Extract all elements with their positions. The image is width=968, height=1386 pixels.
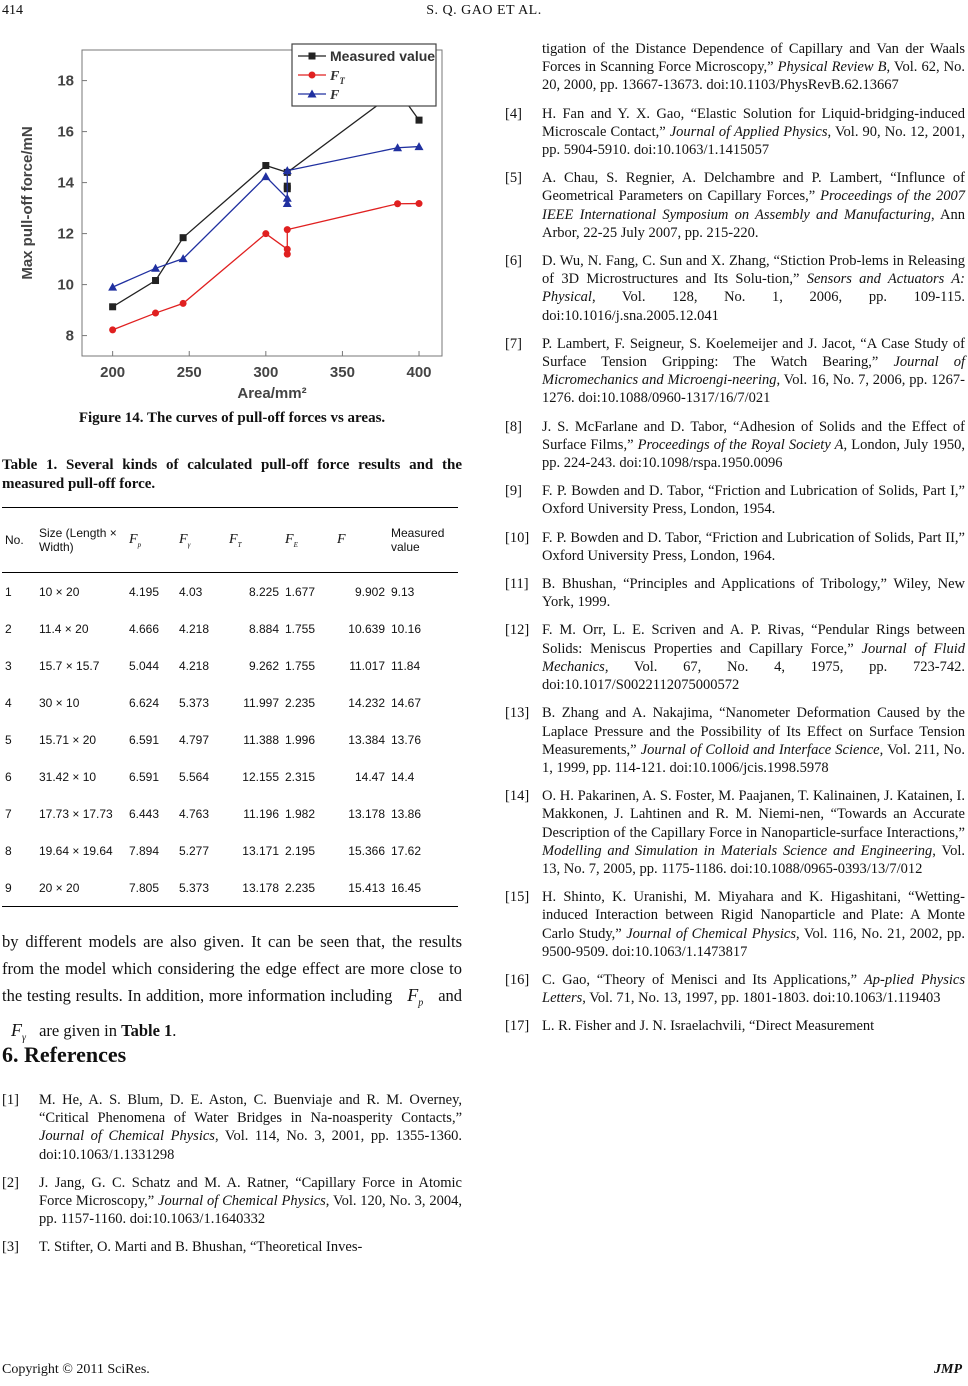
reference-item	[505, 40, 965, 95]
table-cell: 15.366	[348, 843, 385, 858]
table-cell: 11.196	[243, 806, 279, 821]
reference-text: J. S. McFarlane and D. Tabor, “Adhesion of Solids and the Effect of Surface Films,”	[542, 418, 965, 453]
reference-journal: Journal of Chemical Physics	[39, 1128, 215, 1145]
x-tick-label: 250	[176, 364, 202, 381]
y-tick-label: 8	[65, 327, 74, 345]
reference-journal: Journal of Chemical Physics	[158, 1193, 326, 1210]
legend-label: F	[330, 88, 340, 103]
figure-caption: Figure 14. The curves of pull-off forces vs areas.	[78, 410, 386, 426]
reference-text: H. Shinto, K. Uranishi, M. Miyahara and K. Higashitani, “Wetting-induced Interaction between Rigid Nanoparticle and Plate: A Monte Carlo Study,”	[542, 889, 965, 942]
data-point	[152, 310, 159, 317]
reference-number: [17]	[505, 1018, 530, 1035]
table-cell: 4.218	[179, 621, 210, 636]
x-tick-label: 350	[329, 364, 355, 381]
table-cell: 8.225	[248, 584, 279, 599]
table-cell: 1.755	[285, 658, 316, 673]
reference-journal: Sensors and Actuators A: Physical	[542, 271, 965, 306]
reference-number: [14]	[505, 788, 530, 805]
data-point	[284, 226, 291, 233]
col-fe: $F_E$	[282, 508, 334, 573]
reference-number: [9]	[505, 483, 522, 500]
x-tick-label: 200	[100, 364, 126, 381]
data-point	[109, 326, 116, 333]
y-tick-label: 14	[57, 174, 74, 192]
table-cell: 15.71 × 20	[39, 732, 97, 747]
table-cell: 6.591	[129, 732, 160, 747]
table-cell: 7.805	[126, 869, 176, 907]
fp-symbol: $F_p$	[397, 985, 424, 1009]
reference-number: [12]	[505, 622, 530, 639]
reference-item	[505, 105, 965, 160]
reference-details: , Vol. 120, No. 3, 2004, pp. 1157-1160. doi:10.1063/1.1640332	[39, 1193, 462, 1228]
reference-text: J. Jang, G. C. Schatz and M. A. Ratner, “Capillary Force in Atomic Force Microscopy,”	[39, 1174, 462, 1210]
reference-journal: Proceedings of the 2007 IEEE International Symposium on Assembly and Manufacturing	[542, 188, 966, 223]
reference-number: [13]	[505, 705, 530, 722]
table-cell: 16.45	[388, 869, 458, 907]
table-cell: 11.017	[349, 658, 385, 673]
table-cell: 8.884	[248, 621, 279, 636]
table-cell: 11.388	[243, 732, 279, 747]
col-fp: $F_p$	[126, 508, 176, 573]
table-row	[2, 573, 458, 611]
table-cell: 5.044	[129, 658, 160, 673]
reference-item	[2, 1091, 462, 1164]
table-cell: 14.4	[391, 769, 415, 784]
data-point	[416, 200, 423, 207]
reference-details: , Vol. 114, No. 3, 2001, pp. 1355-1360. doi:10.1063/1.1331298	[39, 1128, 462, 1163]
journal-abbrev: JMP	[934, 1362, 962, 1377]
pull-off-force-chart	[2, 38, 462, 404]
col-f: F	[334, 508, 388, 573]
table-cell: 14.47	[354, 769, 385, 784]
y-tick-label: 10	[57, 276, 74, 294]
table-cell: 5.373	[179, 695, 210, 710]
reference-text: F. P. Bowden and D. Tabor, “Friction and Lubrication of Solids, Part I,” Oxford University Press, London, 1954.	[542, 483, 965, 518]
table-row	[2, 721, 458, 758]
table-cell: 6.443	[129, 806, 160, 821]
reference-details: , Vol. 13, No. 7, 2005, pp. 1175-1186. doi:10.1088/0965-0393/13/7/012	[542, 842, 965, 877]
table-row	[2, 869, 458, 907]
reference-details: , Vol. 128, No. 1, 2006, pp. 109-115. doi:10.1016/j.sna.2005.12.041	[542, 289, 965, 324]
table-cell: 9.13	[391, 584, 415, 599]
x-tick-label: 300	[253, 364, 279, 381]
table-cell: 6	[5, 769, 12, 784]
x-axis-label: Area/mm²	[237, 385, 307, 402]
reference-text: L. R. Fisher and J. N. Israelachvili, “Direct Measurement	[542, 1018, 875, 1035]
data-point	[416, 117, 423, 124]
y-tick-label: 12	[57, 225, 74, 243]
reference-item	[2, 1174, 462, 1229]
reference-item	[505, 787, 965, 878]
table-row	[2, 610, 458, 647]
reference-details: , Ann Arbor, 22-25 July 2007, pp. 215-220.	[542, 206, 966, 241]
table-cell: 5.564	[179, 769, 210, 784]
reference-number: [7]	[505, 335, 522, 352]
table-cell: 13.76	[391, 732, 422, 747]
data-point	[284, 251, 291, 258]
table-cell: 7.894	[129, 843, 160, 858]
table-cell: 4.218	[179, 658, 210, 673]
col-size: Size (Length × Width)	[36, 508, 126, 573]
reference-journal: Journal of Applied Physics	[669, 123, 828, 140]
reference-item	[505, 252, 965, 325]
reference-text: O. H. Pakarinen, A. S. Foster, M. Paajanen, T. Kalinainen, J. Katainen, I. Makkonen, J. Lahtinen and R. M. Niemi-nen, “Towards an Accurate Description of the Capillary Force in Nanoparticle-surface Interactions,”	[542, 788, 965, 841]
legend-marker	[309, 53, 316, 60]
table-cell: 4.797	[179, 732, 210, 747]
table-cell: 11.84	[391, 658, 421, 673]
reference-details: , Vol. 62, No. 20, 2000, pp. 13667-13673. doi:10.1103/PhysRevB.62.13667	[542, 59, 965, 94]
table-cell: 6.591	[129, 769, 160, 784]
reference-details: , Vol. 16, No. 7, 2006, pp. 1267-1276. doi:10.1088/0960-1317/16/7/021	[542, 372, 965, 407]
table-cell: 30 × 10	[39, 695, 80, 710]
table-cell: 10.639	[348, 621, 385, 636]
reference-text: F. P. Bowden and D. Tabor, “Friction and Lubrication of Solids, Part II,” Oxford University Press, London, 1964.	[542, 529, 965, 564]
reference-details: , Vol. 90, No. 12, 2001, pp. 5904-5910. doi:10.1063/1.1415057	[542, 123, 966, 159]
data-point	[180, 234, 187, 241]
table-cell: 4.195	[129, 584, 160, 599]
table-cell: 1.982	[285, 806, 316, 821]
x-tick-label: 400	[406, 364, 432, 381]
reference-text: A. Chau, S. Regnier, A. Delchambre and P. Lambert, “Influnce of Geometrical Parameters on Capillary Forces,”	[542, 170, 965, 205]
table-cell: 5	[5, 732, 12, 747]
table-cell: 10 × 20	[39, 584, 80, 599]
table-cell: 15.413	[334, 869, 388, 907]
table-cell: 1	[5, 584, 12, 599]
reference-journal: Journal of Colloid and Interface Science	[640, 741, 880, 758]
table-row	[2, 647, 458, 684]
table-header-row	[2, 508, 458, 573]
table-cell: 1.677	[285, 584, 316, 599]
table-cell: 13.178	[348, 806, 385, 821]
body-and: and	[438, 986, 463, 1005]
reference-item	[505, 621, 965, 694]
legend-marker	[309, 72, 316, 79]
table-cell: 3	[5, 658, 12, 673]
table-cell: 13.384	[348, 732, 385, 747]
table-cell: 2.235	[282, 869, 334, 907]
reference-item	[505, 482, 965, 518]
reference-text: F. M. Orr, L. E. Scriven and A. P. Rivas, “Pendular Rings between Solids: Meniscus Properties and Capillary Force,”	[542, 622, 965, 657]
y-tick-label: 18	[57, 72, 74, 90]
table-cell: 2.315	[285, 769, 316, 784]
copyright: Copyright © 2011 SciRes.	[2, 1362, 150, 1377]
table-cell: 14.232	[348, 695, 385, 710]
reference-number: [16]	[505, 971, 530, 988]
reference-journal: Ap-plied Physics Letters	[542, 971, 965, 1007]
reference-details: , London, July 1950, pp. 224-243. doi:10.1098/rspa.1950.0096	[542, 436, 966, 472]
body-text-1: by different models are also given. It can be seen that, the results from the model which considering the edge effect are more close to the testing results. In addition, more information including	[2, 932, 462, 1005]
reference-number: [5]	[505, 170, 522, 187]
reference-journal: Proceedings of the Royal Society A	[637, 436, 844, 453]
reference-number: [1]	[2, 1092, 19, 1108]
table-row	[2, 795, 458, 832]
reference-item	[505, 971, 965, 1007]
references-heading: 6. References	[2, 1042, 127, 1067]
references-right-column	[505, 40, 965, 1046]
reference-details: , Vol. 116, No. 21, 2002, pp. 9500-9509. doi:10.1063/1.1473817	[542, 925, 965, 960]
data-point	[152, 277, 159, 284]
table-cell: 9.902	[354, 584, 385, 599]
data-point	[262, 162, 269, 169]
references-left-column	[2, 1091, 462, 1267]
reference-number: [2]	[2, 1174, 19, 1191]
reference-number: [3]	[2, 1239, 19, 1256]
table-cell: 13.178	[226, 869, 282, 907]
table-cell: 19.64 × 19.64	[39, 843, 113, 858]
table-row	[2, 758, 458, 795]
reference-text: P. Lambert, F. Seigneur, S. Koelemeijer and J. Jacot, “A Case Study of Surface Tension Gripping: The Watch Bearing,”	[542, 335, 965, 371]
reference-text: M. He, A. S. Blum, D. E. Aston, C. Buenviaje and R. M. Overney, “Critical Phenomena of Water Bridges in Na-noasperity Contacts,”	[39, 1092, 462, 1127]
table-row	[2, 684, 458, 721]
reference-number: [4]	[505, 105, 522, 122]
table-caption: Table 1. Several kinds of calculated pull-off force results and the measured pull-off force.	[2, 457, 462, 492]
reference-item	[505, 529, 965, 565]
table-cell: 5.277	[179, 843, 210, 858]
reference-number: [15]	[505, 889, 530, 906]
results-table	[2, 507, 458, 907]
legend-label: $F_T$	[330, 69, 345, 86]
table-cell: 13.86	[391, 806, 422, 821]
reference-journal: Journal of Fluid Mechanics	[542, 640, 965, 675]
data-point	[109, 303, 116, 310]
reference-number: [11]	[505, 576, 529, 593]
table-cell: 14.67	[391, 695, 422, 710]
table-cell: 1.996	[285, 732, 316, 747]
table-cell: 20 × 20	[36, 869, 126, 907]
data-point	[394, 200, 401, 207]
table-cell: 2.195	[285, 843, 316, 858]
reference-item	[505, 169, 965, 242]
table-cell: 8	[5, 843, 12, 858]
legend-label: Measured value	[330, 48, 436, 64]
col-no: No.	[2, 508, 36, 573]
reference-number: [10]	[505, 529, 530, 546]
reference-text: D. Wu, N. Fang, C. Sun and X. Zhang, “Stiction Prob-lems in Releasing of 3D Microstructures and Its Solu-tion,”	[542, 253, 965, 288]
fgamma-symbol: $F_\gamma$	[2, 1019, 26, 1044]
page-number: 414	[2, 3, 23, 18]
reference-text: B. Zhang and A. Nakajima, “Nanometer Deformation Caused by the Laplace Pressure and the Possibility of Its Effect on Surface Tension Measurements,”	[542, 705, 965, 758]
reference-details: , Vol. 67, No. 4, 1975, pp. 723-742. doi:10.1017/S0022112075000572	[542, 658, 965, 694]
reference-item	[505, 335, 965, 408]
reference-item	[505, 704, 965, 777]
reference-text: B. Bhushan, “Principles and Applications of Tribology,” Wiley, New York, 1999.	[542, 576, 965, 611]
reference-text: tigation of the Distance Dependence of Capillary and Van der Waals Forces in Scanning Force Microscopy,”	[542, 41, 965, 76]
table-cell: 31.42 × 10	[39, 769, 97, 784]
table-cell: 2.235	[285, 695, 316, 710]
table-cell: 4.666	[129, 621, 160, 636]
reference-item	[2, 1238, 462, 1256]
table-cell: 17.73 × 17.73	[39, 806, 113, 821]
table-reference: Table 1	[121, 1020, 173, 1040]
table-cell: 11.4 × 20	[39, 621, 89, 636]
table-cell: 9	[2, 869, 36, 907]
reference-text: C. Gao, “Theory of Menisci and Its Applications,”	[542, 971, 864, 988]
table-row	[2, 832, 458, 869]
reference-item	[505, 1017, 965, 1035]
running-title: S. Q. GAO ET AL.	[426, 3, 542, 18]
data-point	[262, 230, 269, 237]
body-are-given: are given in	[39, 1020, 117, 1040]
page-header	[0, 3, 968, 21]
col-ft: $F_T$	[226, 508, 282, 573]
table-cell: 4	[5, 695, 12, 710]
table-cell: 4.763	[179, 806, 210, 821]
reference-text: H. Fan and Y. X. Gao, “Elastic Solution for Liquid-bridging-induced Microscale Contact,”	[542, 105, 965, 140]
table-cell: 11.997	[243, 695, 279, 710]
table-cell: 10.16	[391, 621, 422, 636]
table-cell: 9.262	[248, 658, 279, 673]
col-measured: Measured value	[388, 508, 458, 573]
reference-number: [8]	[505, 418, 522, 435]
reference-item	[505, 888, 965, 961]
reference-details: , Vol. 211, No. 1, 1999, pp. 114-121. doi:10.1006/jcis.1998.5978	[542, 741, 965, 776]
reference-details: , Vol. 71, No. 13, 1997, pp. 1801-1803. doi:10.1063/1.119403	[582, 990, 941, 1007]
table-cell: 2	[5, 621, 12, 636]
reference-item	[505, 575, 965, 611]
data-point	[180, 300, 187, 307]
reference-number: [6]	[505, 253, 522, 270]
table-cell: 4.03	[179, 584, 203, 599]
reference-text: T. Stifter, O. Marti and B. Bhushan, “Theoretical Inves-	[39, 1239, 363, 1256]
reference-item	[505, 418, 965, 473]
y-axis-label: Max pull-off force/mN	[19, 126, 36, 280]
col-fgamma: $F_\gamma$	[176, 508, 226, 573]
table-cell: 6.624	[129, 695, 160, 710]
table-cell: 5.373	[176, 869, 226, 907]
reference-journal: Journal of Chemical Physics	[626, 925, 796, 942]
table-cell: 1.755	[285, 621, 316, 636]
body-paragraph: by different models are also given. It can be seen that, the results from the model which considering the edge effect are more close to the testing results. In addition, more information including $F_p$ and $F_\gamma$ are given in Table 1.	[2, 932, 463, 1044]
table-cell: 7	[5, 806, 12, 821]
table-cell: 12.155	[242, 769, 279, 784]
table-cell: 13.171	[242, 843, 279, 858]
reference-journal: Journal of Micromechanics and Microengi-neering	[542, 354, 965, 389]
y-tick-label: 16	[57, 123, 74, 141]
reference-journal: Modelling and Simulation in Materials Science and Engineering	[542, 842, 933, 859]
table-cell: 15.7 × 15.7	[39, 658, 100, 673]
reference-journal: Physical Review B	[777, 59, 887, 76]
table-cell: 17.62	[391, 843, 422, 858]
